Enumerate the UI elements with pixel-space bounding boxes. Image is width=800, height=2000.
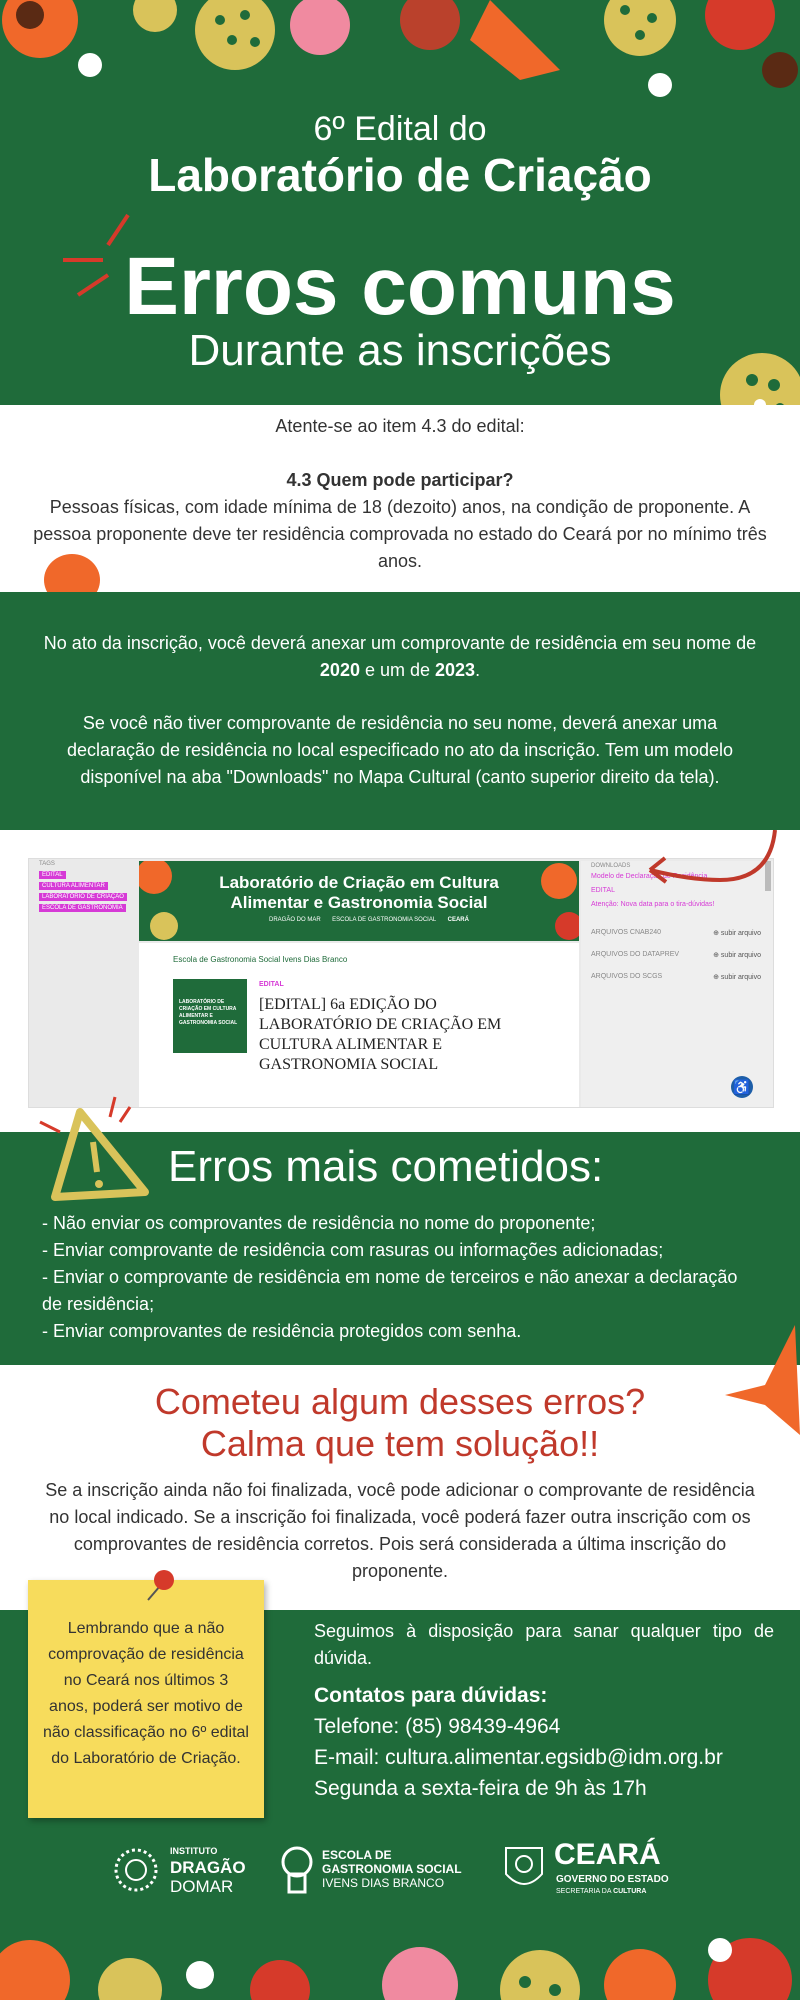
tag-item[interactable]: EDITAL — [39, 871, 66, 879]
chef-hat-icon — [280, 1844, 314, 1896]
banner-title: Laboratório de Criação em Cultura Alimentar e Gastronomia Social — [219, 873, 499, 912]
banner — [139, 861, 579, 941]
sticky-note — [28, 1580, 264, 1818]
edital-number: 6º Edital do — [313, 110, 487, 148]
breadcrumb[interactable]: Escola de Gastronomia Social Ivens Dias Branco — [173, 955, 348, 964]
contact-hours: Segunda a sexta-feira de 9h às 17h — [314, 1777, 647, 1800]
file-row: ARQUIVOS DO DATAPREV ⊕ subir arquivo — [591, 951, 761, 959]
post-title[interactable]: [EDITAL] 6a EDIÇÃO DO LABORATÓRIO DE CRIAÇÃO EM CULTURA ALIMENTAR E GASTRONOMIA SOCIAL — [259, 996, 502, 1073]
download-alert-link[interactable]: Atenção: Nova data para o tira-dúvidas! — [591, 901, 715, 908]
upload-button[interactable]: ⊕ subir arquivo — [713, 930, 761, 937]
tags-list — [39, 871, 127, 915]
decorative-fruits-top — [0, 0, 800, 100]
accessibility-icon[interactable]: ♿ — [731, 1076, 753, 1098]
errors-title: Erros mais cometidos: — [168, 1142, 604, 1191]
error-item: - Não enviar os comprovantes de residência no nome do proponente; — [42, 1213, 596, 1233]
contact-intro: Seguimos à disposição para sanar qualquer tipo de dúvida. — [314, 1621, 774, 1668]
error-item: - Enviar o comprovante de residência em nome de terceiros e não anexar a declaração de residência; — [42, 1267, 738, 1314]
lab-title: Laboratório de Criação — [148, 149, 652, 201]
decorative-fruits-bottom — [0, 1920, 800, 2000]
sun-icon — [110, 1844, 162, 1896]
coat-of-arms-icon — [502, 1840, 546, 1896]
solution-title-1: Cometeu algum desses erros? — [154, 1381, 646, 1422]
post-content — [139, 943, 579, 1107]
tags-label: TAGS — [39, 861, 55, 867]
header-section — [0, 0, 800, 405]
screenshot-section — [0, 830, 800, 1132]
thumbnail-text: LABORATÓRIO DE CRIAÇÃO EM CULTURA ALIMENTAR E GASTRONOMIA SOCIAL — [179, 999, 238, 1026]
note-text: Lembrando que a não comprovação de residência no Ceará nos últimos 3 anos, poderá ser motivo de não classificação no 6º edital do Laboratório de Criação. — [43, 1620, 249, 1767]
contact-heading: Contatos para dúvidas: — [314, 1684, 548, 1707]
instructions-paragraph-2: Se você não tiver comprovante de residência no seu nome, deverá anexar uma declaração de residência no local especificado no ato da inscrição. Tem um modelo disponível na aba "Downloads" no Mapa Cultural (canto superior direito da tela). — [66, 713, 734, 787]
upload-button[interactable]: ⊕ subir arquivo — [713, 974, 761, 981]
tag-item[interactable]: CULTURA ALIMENTAR — [39, 882, 108, 890]
file-row: ARQUIVOS DO SCGS ⊕ subir arquivo — [591, 973, 761, 981]
upload-button[interactable]: ⊕ subir arquivo — [713, 952, 761, 959]
rules-section — [0, 405, 800, 592]
pushpin-icon — [140, 1566, 180, 1606]
download-edital-link[interactable]: EDITAL — [591, 887, 615, 894]
file-row: ARQUIVOS CNAB240 ⊕ subir arquivo — [591, 929, 761, 937]
tag-item[interactable]: ESCOLA DE GASTRONOMIA — [39, 904, 126, 912]
banner-logo: ESCOLA DE GASTRONOMIA SOCIAL — [332, 917, 437, 923]
curved-arrow-icon — [630, 830, 800, 910]
downloads-label: DOWNLOADS — [591, 863, 631, 869]
error-item: - Enviar comprovante de residência com rasuras ou informações adicionadas; — [42, 1240, 664, 1260]
download-model-link[interactable]: Modelo de Declaração de Residência — [591, 873, 708, 880]
contact-email[interactable]: E-mail: cultura.alimentar.egsidb@idm.org.br — [314, 1746, 723, 1769]
solution-text: Se a inscrição ainda não foi finalizada, você pode adicionar o comprovante de residência no local indicado. Se a inscrição foi finalizada, você poderá fazer outra inscrição com os comprovantes de residência corretos. Pois será considerada a última inscrição do proponente. — [45, 1480, 755, 1581]
tag-item[interactable]: LABORATÓRIO DE CRIAÇÃO — [39, 893, 127, 901]
contact-phone[interactable]: Telefone: (85) 98439-4964 — [314, 1715, 561, 1738]
solution-section — [0, 1365, 800, 1610]
sub-headline: Durante as inscrições — [188, 326, 612, 375]
contact-block — [314, 1618, 774, 1804]
instructions-section — [0, 592, 800, 830]
rules-item-text: Pessoas físicas, com idade mínima de 18 (dezoito) anos, na condição de proponente. A pessoa proponente deve ter residência comprovada no estado do Ceará por no mínimo três anos. — [33, 497, 767, 571]
banner-logo: DRAGÃO DO MAR — [269, 917, 321, 923]
banner-logos — [269, 917, 469, 923]
banner-logo: CEARÁ — [447, 917, 469, 923]
errors-section — [0, 1132, 800, 1365]
post-thumbnail[interactable] — [173, 979, 247, 1053]
error-item: - Enviar comprovantes de residência protegidos com senha. — [42, 1321, 522, 1341]
warning-icon — [35, 1092, 165, 1212]
sponsor-logos: INSTITUTO DRAGÃO DOMAR ESCOLA DE GASTRONOMIA SOCIAL IVENS DIAS BRANCO CEARÁ GOVERNO DO ESTADO SECRETARIA DA CULTURA — [0, 1838, 800, 1908]
rules-item-title: 4.3 Quem pode participar? — [286, 470, 514, 490]
solution-title-2: Calma que tem solução!! — [200, 1423, 600, 1464]
errors-list — [42, 1210, 762, 1345]
instructions-paragraph-1: No ato da inscrição, você deverá anexar um comprovante de residência em seu nome de 2020 e um de 2023. — [43, 633, 757, 680]
rules-intro: Atente-se ao item 4.3 do edital: — [275, 416, 525, 436]
main-headline: Erros comuns — [124, 241, 676, 332]
post-tag[interactable]: EDITAL — [259, 981, 284, 988]
